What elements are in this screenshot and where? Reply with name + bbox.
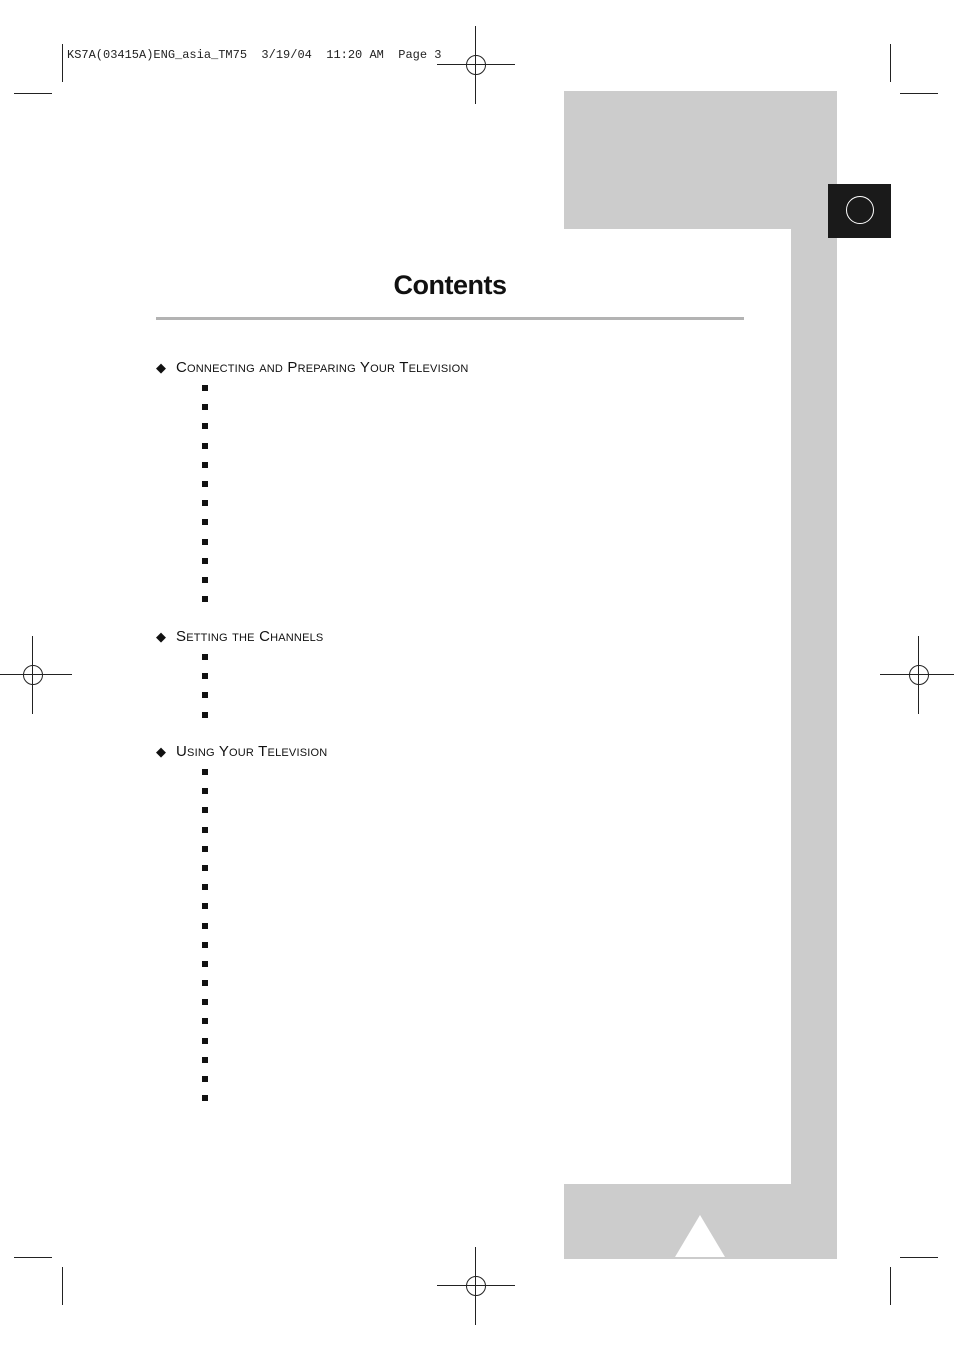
- registration-mark-right: [880, 636, 954, 714]
- list-item: [156, 955, 327, 974]
- square-bullet-icon: [202, 654, 208, 660]
- list-item: [156, 936, 327, 955]
- crop-mark: [62, 1267, 63, 1305]
- list-item: [156, 1012, 327, 1031]
- list-item: [156, 686, 323, 705]
- section-using: [156, 743, 327, 1108]
- square-bullet-icon: [202, 769, 208, 775]
- list-item: [156, 706, 323, 725]
- section-heading: [156, 359, 469, 379]
- square-bullet-icon: [202, 423, 208, 429]
- print-slug: KS7A(03415A)ENG_asia_TM75 3/19/04 11:20 AM Page 3: [67, 48, 442, 62]
- list-item: [156, 1032, 327, 1051]
- section-heading-text: Setting the Channels: [176, 628, 324, 645]
- list-item: [156, 437, 469, 456]
- list-item: [156, 417, 469, 436]
- list-item: [156, 456, 469, 475]
- list-item: [156, 398, 469, 417]
- square-bullet-icon: [202, 673, 208, 679]
- square-bullet-icon: [202, 596, 208, 602]
- list-item: [156, 801, 327, 820]
- square-bullet-icon: [202, 1038, 208, 1044]
- crop-mark: [14, 1257, 52, 1258]
- diamond-icon: ◆: [156, 744, 167, 759]
- language-tab: [828, 184, 891, 238]
- square-bullet-icon: [202, 1018, 208, 1024]
- square-bullet-icon: [202, 692, 208, 698]
- square-bullet-icon: [202, 903, 208, 909]
- list-item: [156, 1089, 327, 1108]
- crop-mark: [890, 1267, 891, 1305]
- list-item: [156, 1070, 327, 1089]
- square-bullet-icon: [202, 807, 208, 813]
- square-bullet-icon: [202, 884, 208, 890]
- crop-mark: [900, 93, 938, 94]
- square-bullet-icon: [202, 923, 208, 929]
- square-bullet-icon: [202, 1076, 208, 1082]
- list-item: [156, 859, 327, 878]
- square-bullet-icon: [202, 385, 208, 391]
- square-bullet-icon: [202, 519, 208, 525]
- registration-mark-bottom: [437, 1247, 515, 1325]
- list-item: [156, 763, 327, 782]
- list-item: [156, 974, 327, 993]
- list-item: [156, 513, 469, 532]
- section-connecting: [156, 359, 469, 609]
- circle-icon: [846, 196, 874, 224]
- square-bullet-icon: [202, 980, 208, 986]
- list-item: [156, 571, 469, 590]
- square-bullet-icon: [202, 481, 208, 487]
- list-item: [156, 667, 323, 686]
- section-channels: [156, 628, 323, 725]
- registration-mark-top: [437, 26, 515, 104]
- square-bullet-icon: [202, 961, 208, 967]
- square-bullet-icon: [202, 1057, 208, 1063]
- section-heading: [156, 743, 327, 763]
- list-item: [156, 533, 469, 552]
- square-bullet-icon: [202, 827, 208, 833]
- item-list: [156, 379, 469, 609]
- list-item: [156, 993, 327, 1012]
- square-bullet-icon: [202, 443, 208, 449]
- section-heading: [156, 628, 323, 648]
- square-bullet-icon: [202, 846, 208, 852]
- triangle-icon: [675, 1215, 725, 1257]
- grey-panel-top: [564, 91, 837, 229]
- list-item: [156, 494, 469, 513]
- crop-mark: [890, 44, 891, 82]
- square-bullet-icon: [202, 404, 208, 410]
- registration-mark-left: [0, 636, 72, 714]
- grey-side-strip: [791, 229, 837, 1184]
- list-item: [156, 379, 469, 398]
- list-item: [156, 475, 469, 494]
- square-bullet-icon: [202, 865, 208, 871]
- crop-mark: [14, 93, 52, 94]
- item-list: [156, 763, 327, 1108]
- square-bullet-icon: [202, 577, 208, 583]
- list-item: [156, 840, 327, 859]
- list-item: [156, 648, 323, 667]
- square-bullet-icon: [202, 788, 208, 794]
- square-bullet-icon: [202, 558, 208, 564]
- list-item: [156, 897, 327, 916]
- diamond-icon: ◆: [156, 629, 167, 644]
- square-bullet-icon: [202, 942, 208, 948]
- list-item: [156, 552, 469, 571]
- title-rule: [156, 317, 744, 320]
- square-bullet-icon: [202, 999, 208, 1005]
- list-item: [156, 1051, 327, 1070]
- list-item: [156, 878, 327, 897]
- square-bullet-icon: [202, 462, 208, 468]
- square-bullet-icon: [202, 712, 208, 718]
- section-heading-text: Using Your Television: [176, 743, 328, 760]
- square-bullet-icon: [202, 1095, 208, 1101]
- item-list: [156, 648, 323, 725]
- diamond-icon: ◆: [156, 360, 167, 375]
- page-title: Contents: [393, 270, 507, 300]
- section-heading-text: Connecting and Preparing Your Television: [176, 359, 469, 376]
- crop-mark: [900, 1257, 938, 1258]
- list-item: [156, 782, 327, 801]
- square-bullet-icon: [202, 539, 208, 545]
- list-item: [156, 821, 327, 840]
- list-item: [156, 917, 327, 936]
- list-item: [156, 590, 469, 609]
- square-bullet-icon: [202, 500, 208, 506]
- crop-mark: [62, 44, 63, 82]
